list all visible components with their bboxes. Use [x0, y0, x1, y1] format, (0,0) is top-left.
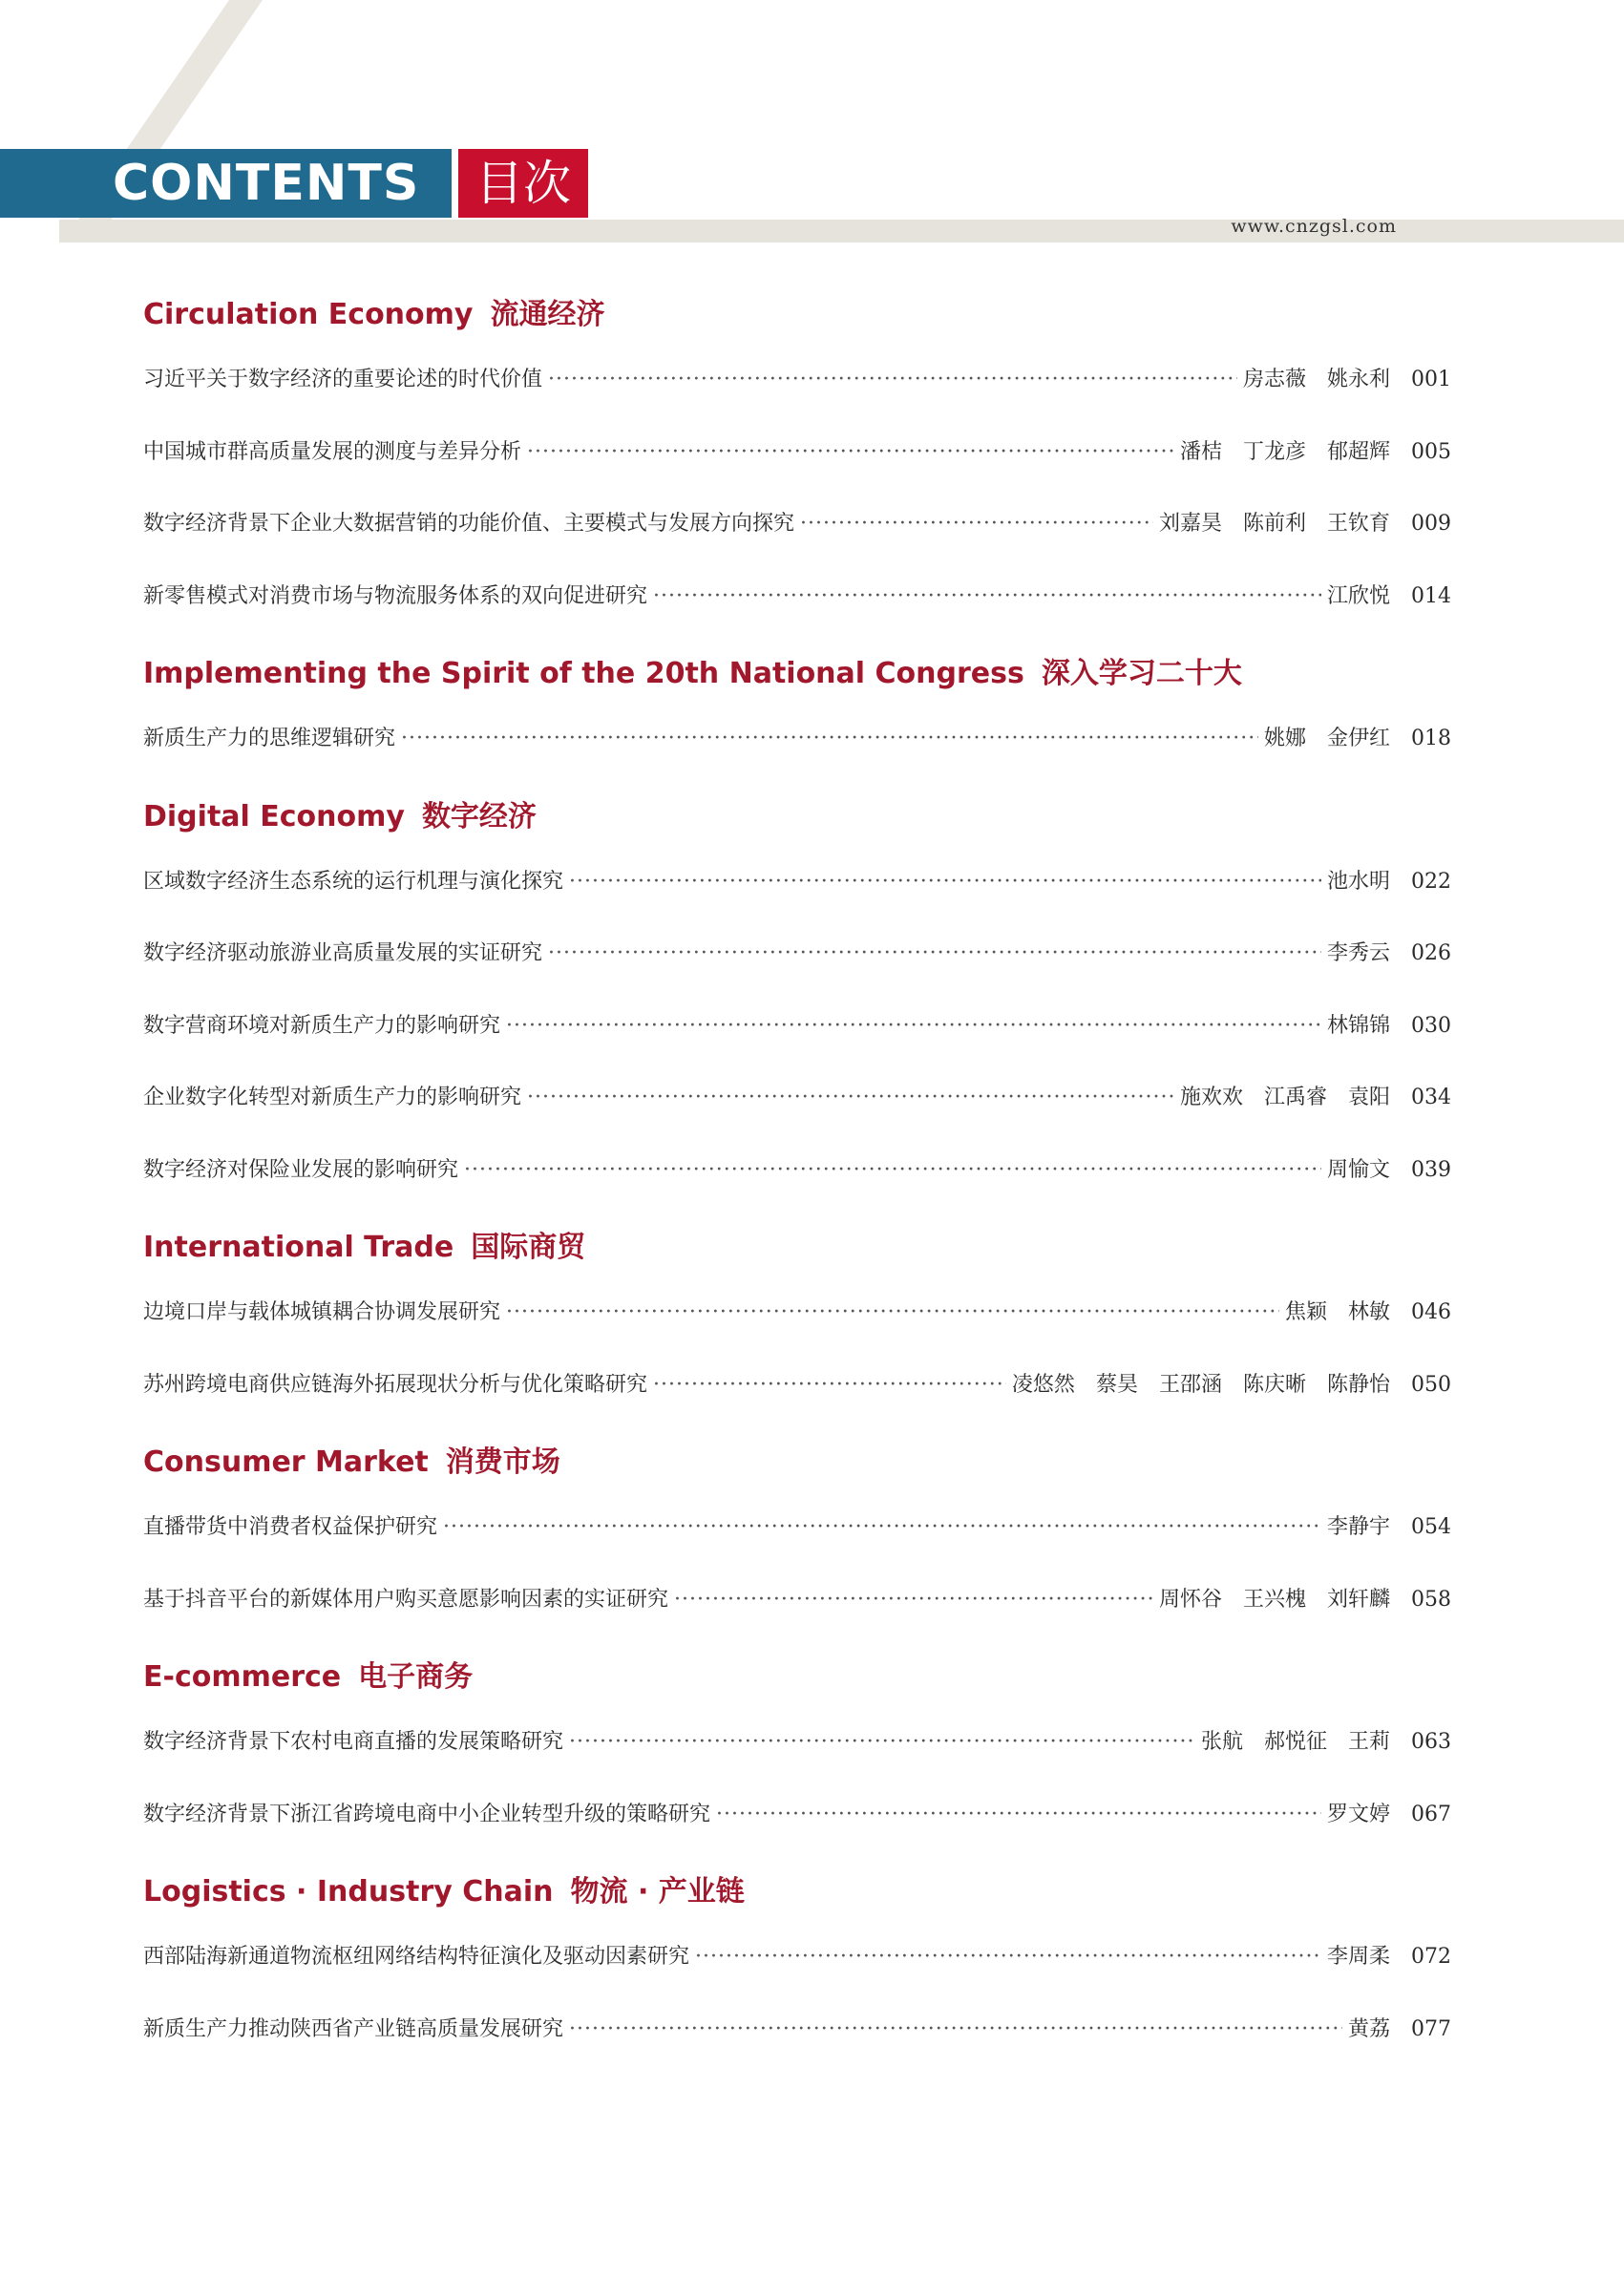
toc-section	[143, 286, 1449, 632]
entry-title: 基于抖音平台的新媒体用户购买意愿影响因素的实证研究	[143, 1587, 669, 1612]
dot-leader	[674, 1564, 1153, 1636]
entry-title: 数字经济背景下企业大数据营销的功能价值、主要模式与发展方向探究	[143, 512, 795, 536]
dot-leader	[800, 488, 1153, 560]
author-name: 王莉	[1347, 1730, 1390, 1754]
entry-page-number: 005	[1411, 439, 1451, 464]
section-heading-en: Logistics · Industry Chain	[143, 1875, 554, 1909]
author-name: 李秀云	[1326, 941, 1390, 965]
section-heading	[143, 1219, 1449, 1276]
entry-title: 新质生产力的思维逻辑研究	[143, 727, 396, 750]
toc-entry[interactable]	[143, 1779, 1449, 1851]
entry-page-number: 014	[1411, 583, 1451, 608]
author-name: 罗文婷	[1326, 1802, 1390, 1826]
author-name: 池水明	[1326, 869, 1390, 894]
section-heading	[143, 1864, 1449, 1921]
author-name: 林锦锦	[1326, 1013, 1390, 1038]
dot-leader	[569, 846, 1321, 918]
table-of-contents	[143, 273, 1449, 2065]
dot-leader	[653, 560, 1321, 633]
toc-entry[interactable]	[143, 560, 1449, 633]
author-name: 蔡昊	[1095, 1372, 1138, 1397]
toc-entry[interactable]	[143, 416, 1449, 489]
entry-page-number: 050	[1411, 1372, 1451, 1397]
section-heading	[143, 286, 1449, 344]
dot-leader	[506, 1276, 1279, 1349]
entry-title: 边境口岸与载体城镇耦合协调发展研究	[143, 1300, 501, 1324]
author-name: 李静宇	[1326, 1515, 1390, 1539]
toc-entry[interactable]	[143, 1062, 1449, 1134]
entry-title: 西部陆海新通道物流枢纽网络结构特征演化及驱动因素研究	[143, 1945, 690, 1969]
entry-page-number: 058	[1411, 1587, 1451, 1612]
toc-section	[143, 1649, 1449, 1850]
toc-entry[interactable]	[143, 1134, 1449, 1207]
entry-page-number: 046	[1411, 1300, 1451, 1324]
entry-authors	[1327, 1921, 1390, 1993]
dot-leader	[401, 703, 1258, 775]
author-name: 李周柔	[1326, 1945, 1390, 1969]
toc-section	[143, 1864, 1449, 2065]
entry-page-number: 067	[1411, 1802, 1451, 1826]
author-name: 刘轩麟	[1326, 1587, 1390, 1612]
entry-page-number: 054	[1411, 1515, 1451, 1539]
dot-leader	[506, 990, 1321, 1063]
entry-authors	[1348, 1993, 1390, 2066]
entry-authors	[1327, 560, 1390, 633]
section-heading-en: Digital Economy	[143, 799, 405, 833]
contents-title: CONTENTS	[113, 155, 420, 212]
entry-title: 新质生产力推动陕西省产业链高质量发展研究	[143, 2016, 564, 2041]
contents-cn-title: 目次	[475, 156, 571, 211]
author-name: 陈静怡	[1326, 1372, 1390, 1397]
author-name: 江欣悦	[1326, 583, 1390, 608]
dot-leader	[695, 1921, 1321, 1993]
author-name: 金伊红	[1326, 727, 1390, 750]
toc-section	[143, 789, 1449, 1207]
author-name: 江禹睿	[1263, 1086, 1327, 1109]
author-name: 周怀谷	[1158, 1587, 1222, 1612]
dot-leader	[548, 344, 1237, 416]
dot-leader	[548, 918, 1321, 990]
entry-title: 苏州跨境电商供应链海外拓展现状分析与优化策略研究	[143, 1372, 648, 1397]
entry-authors	[1327, 1134, 1390, 1207]
section-heading-cn: 电子商务	[358, 1660, 474, 1694]
entry-page-number: 034	[1411, 1086, 1451, 1109]
toc-entry[interactable]	[143, 1276, 1449, 1349]
author-name: 王邵涵	[1158, 1372, 1222, 1397]
entry-title: 数字经济背景下浙江省跨境电商中小企业转型升级的策略研究	[143, 1802, 711, 1826]
toc-entry[interactable]	[143, 990, 1449, 1063]
entry-authors	[1327, 1491, 1390, 1564]
section-heading-cn: 物流 · 产业链	[570, 1875, 745, 1909]
entry-title: 数字营商环境对新质生产力的影响研究	[143, 1013, 501, 1038]
entry-page-number: 063	[1411, 1730, 1451, 1754]
entry-authors	[1327, 846, 1390, 918]
toc-entry[interactable]	[143, 1921, 1449, 1993]
section-heading	[143, 1649, 1449, 1706]
author-name: 郝悦征	[1263, 1730, 1327, 1754]
dot-leader	[527, 416, 1174, 489]
entry-title: 数字经济背景下农村电商直播的发展策略研究	[143, 1730, 564, 1754]
entry-authors	[1285, 1276, 1390, 1349]
section-heading-cn: 国际商贸	[471, 1231, 586, 1264]
author-name: 张航	[1200, 1730, 1243, 1754]
author-name: 陈前利	[1242, 512, 1306, 536]
section-heading	[143, 645, 1449, 703]
dot-leader	[569, 1706, 1195, 1779]
entry-title: 习近平关于数字经济的重要论述的时代价值	[143, 368, 543, 391]
section-heading-en: Consumer Market	[143, 1445, 429, 1479]
section-heading	[143, 1434, 1449, 1491]
toc-entry[interactable]	[143, 1706, 1449, 1779]
entry-title: 区域数字经济生态系统的运行机理与演化探究	[143, 869, 564, 894]
entry-authors	[1264, 703, 1390, 775]
entry-page-number: 039	[1411, 1157, 1451, 1182]
toc-entry[interactable]	[143, 1564, 1449, 1636]
author-name: 姚娜	[1263, 727, 1306, 750]
section-heading	[143, 789, 1449, 846]
entry-authors	[1159, 488, 1390, 560]
section-heading-en: E-commerce	[143, 1660, 342, 1694]
entry-title: 新零售模式对消费市场与物流服务体系的双向促进研究	[143, 583, 648, 608]
entry-authors	[1243, 344, 1390, 416]
entry-authors	[1159, 1564, 1390, 1636]
dot-leader	[716, 1779, 1321, 1851]
author-name: 陈庆晰	[1242, 1372, 1306, 1397]
website-url: www.cnzgsl.com	[1231, 216, 1397, 237]
section-heading-cn: 数字经济	[421, 799, 537, 833]
author-name: 焦颖	[1284, 1300, 1327, 1324]
toc-entry[interactable]	[143, 846, 1449, 918]
entry-page-number: 001	[1411, 368, 1451, 391]
dot-leader	[443, 1491, 1321, 1564]
author-name: 林敏	[1347, 1300, 1390, 1324]
section-heading-cn: 深入学习二十大	[1041, 657, 1242, 690]
entry-page-number: 022	[1411, 869, 1451, 894]
toc-entry[interactable]	[143, 344, 1449, 416]
section-heading-en: Implementing the Spirit of the 20th National Congress	[143, 657, 1024, 690]
entry-authors	[1012, 1349, 1390, 1422]
author-name: 王钦育	[1326, 512, 1390, 536]
toc-entry[interactable]	[143, 918, 1449, 990]
author-name: 丁龙彦	[1242, 439, 1306, 464]
toc-section	[143, 645, 1449, 775]
dot-leader	[464, 1134, 1321, 1207]
toc-entry[interactable]	[143, 1491, 1449, 1564]
entry-title: 直播带货中消费者权益保护研究	[143, 1515, 438, 1539]
toc-section	[143, 1219, 1449, 1421]
author-name: 刘嘉昊	[1158, 512, 1222, 536]
entry-authors	[1180, 1062, 1390, 1134]
entry-title: 企业数字化转型对新质生产力的影响研究	[143, 1086, 522, 1109]
entry-page-number: 026	[1411, 941, 1451, 965]
dot-leader	[653, 1349, 1006, 1422]
author-name: 黄荔	[1347, 2016, 1390, 2041]
entry-page-number: 018	[1411, 727, 1451, 750]
author-name: 潘桔	[1179, 439, 1222, 464]
entry-title: 中国城市群高质量发展的测度与差异分析	[143, 439, 522, 464]
entry-authors	[1201, 1706, 1390, 1779]
entry-title: 数字经济对保险业发展的影响研究	[143, 1157, 459, 1182]
section-heading-en: Circulation Economy	[143, 298, 474, 331]
section-heading-cn: 流通经济	[490, 298, 605, 331]
dot-leader	[527, 1062, 1174, 1134]
entry-authors	[1327, 1779, 1390, 1851]
toc-entry[interactable]	[143, 703, 1449, 775]
author-name: 郁超辉	[1326, 439, 1390, 464]
entry-authors	[1180, 416, 1390, 489]
toc-entry[interactable]	[143, 1993, 1449, 2066]
entry-authors	[1327, 990, 1390, 1063]
entry-page-number: 072	[1411, 1945, 1451, 1969]
author-name: 房志薇	[1242, 368, 1306, 391]
author-name: 王兴槐	[1242, 1587, 1306, 1612]
author-name: 袁阳	[1347, 1086, 1390, 1109]
section-heading-cn: 消费市场	[445, 1445, 560, 1479]
entry-authors	[1327, 918, 1390, 990]
section-heading-en: International Trade	[143, 1231, 454, 1264]
author-name: 周愉文	[1326, 1157, 1390, 1182]
author-name: 凌悠然	[1011, 1372, 1075, 1397]
author-name: 姚永利	[1326, 368, 1390, 391]
author-name: 施欢欢	[1179, 1086, 1243, 1109]
dot-leader	[569, 1993, 1342, 2066]
entry-page-number: 009	[1411, 512, 1451, 536]
entry-page-number: 077	[1411, 2016, 1451, 2041]
toc-entry[interactable]	[143, 1349, 1449, 1422]
entry-title: 数字经济驱动旅游业高质量发展的实证研究	[143, 941, 543, 965]
entry-page-number: 030	[1411, 1013, 1451, 1038]
toc-section	[143, 1434, 1449, 1635]
toc-entry[interactable]	[143, 488, 1449, 560]
